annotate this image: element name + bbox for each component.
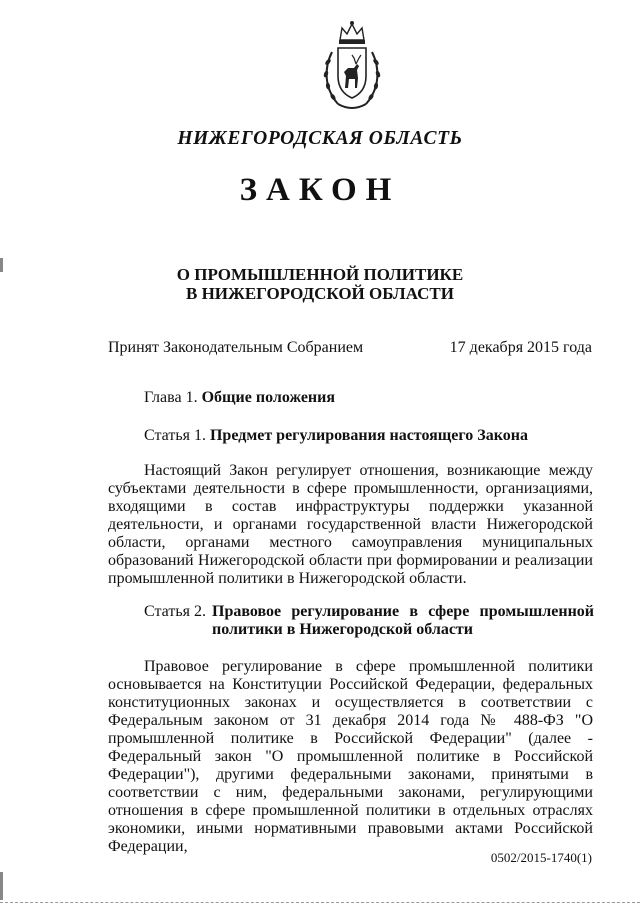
article-1-text: Настоящий Закон регулирует отношения, возникающие между субъектами деятельности в сфере промышленности, организациями, входящими в состав инфраструктуры поддержки указанной деятельности, и органами государственной власти Нижегородской области, органами местного самоуправления муниципальных образований Нижегородской области при формировании и реализации промышленной политики в Нижегородской области. <box>108 462 593 587</box>
law-title <box>0 265 640 303</box>
coat-of-arms-emblem <box>318 18 386 116</box>
region-name: НИЖЕГОРОДСКАЯ ОБЛАСТЬ <box>177 128 463 149</box>
article-2-label: Статья 2. <box>144 603 206 620</box>
article-1-title: Предмет регулирования настоящего Закона <box>209 427 528 444</box>
scan-mark <box>0 258 3 272</box>
article-2-text: Правовое регулирование в сфере промышленной политики основывается на Конституции Российской Федерации, федеральных конституционных законах и осуществляется в соответствии с Федеральным законом от 31 декабря 2014 года № 488-ФЗ "О промышленной политике в Российской Федерации" (далее - Федеральный закон "О промышленной политике в Российской Федерации"), другими федеральными законами, принятыми в соответствии с ним, федеральными законами, регулирующими отношения в сфере промышленной политики в отдельных отраслях экономики, иными нормативными правовыми актами Российской Федерации, <box>108 658 593 855</box>
adopted-by: Принят Законодательным Собранием <box>108 339 364 356</box>
document-type: ЗАКОН <box>239 172 401 208</box>
article-2-title: Правовое регулирование в сфере промышленной политики в Нижегородской области <box>212 603 594 638</box>
chapter-heading <box>144 389 335 407</box>
article-1-heading <box>144 427 528 445</box>
scan-bottom-edge <box>0 902 640 903</box>
chapter-title: Общие положения <box>201 389 336 406</box>
scan-mark <box>0 872 3 900</box>
document-number: 0502/2015-1740(1) <box>490 850 592 865</box>
law-title-line-2: В НИЖЕГОРОДСКОЙ ОБЛАСТИ <box>185 284 454 303</box>
chapter-label: Глава 1. <box>144 389 198 406</box>
article-1-label: Статья 1. <box>144 427 206 444</box>
law-title-line-1: О ПРОМЫШЛЕННОЙ ПОЛИТИКЕ <box>176 265 464 284</box>
adoption-date: 17 декабря 2015 года <box>449 339 592 356</box>
